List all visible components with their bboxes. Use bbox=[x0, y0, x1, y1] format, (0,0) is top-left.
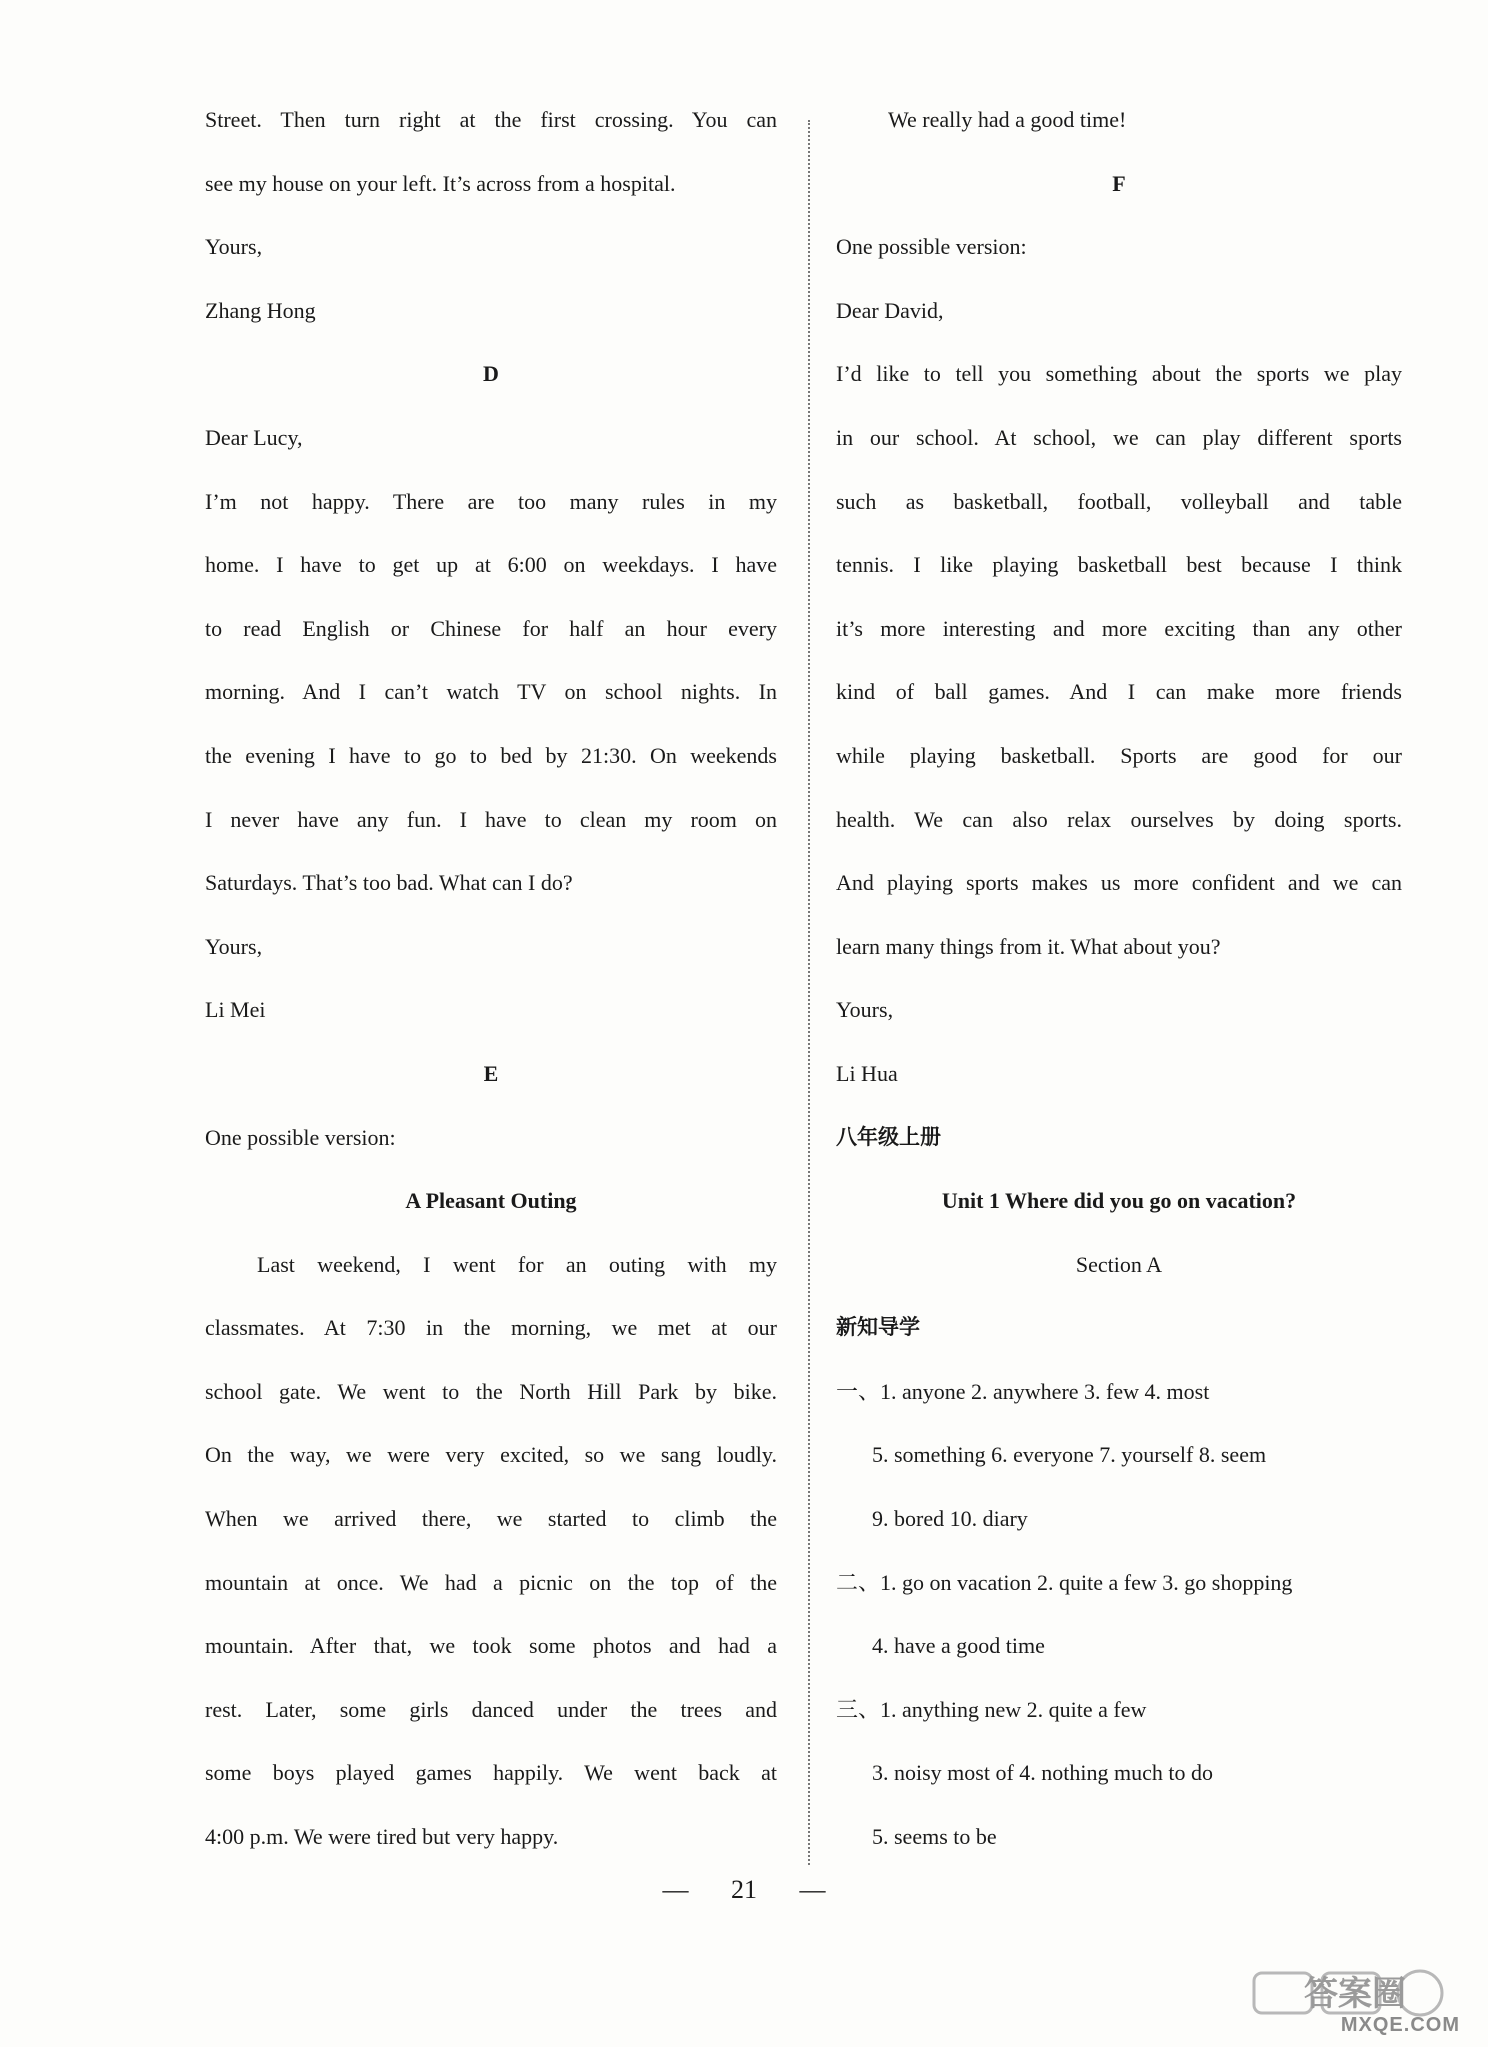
text-line: school gate. We went to the North Hill Park by bike. bbox=[205, 1378, 777, 1404]
text-line: Yours, bbox=[205, 933, 263, 959]
text-line: mountain. After that, we took some photos and had a bbox=[205, 1633, 777, 1659]
text-line: 三、1. anything new 2. quite a few bbox=[836, 1696, 1147, 1722]
section-heading: F bbox=[1112, 170, 1126, 196]
text-line: 二、1. go on vacation 2. quite a few 3. go shopping bbox=[836, 1569, 1293, 1595]
text-line: some boys played games happily. We went back at bbox=[205, 1760, 777, 1786]
text-line: One possible version: bbox=[836, 234, 1027, 260]
section-heading: Unit 1 Where did you go on vacation? bbox=[941, 1188, 1297, 1214]
text-line: On the way, we were very excited, so we sang loudly. bbox=[205, 1442, 777, 1468]
text-line: such as basketball, football, volleyball and table bbox=[836, 488, 1402, 514]
text-line: rest. Later, some girls danced under the trees and bbox=[205, 1696, 777, 1722]
text-line: 3. noisy most of 4. nothing much to do bbox=[872, 1760, 1213, 1786]
text-line: Section A bbox=[1075, 1251, 1163, 1277]
text-line: classmates. At 7:30 in the morning, we met at our bbox=[205, 1315, 777, 1341]
page-number: 21 bbox=[731, 1875, 757, 1904]
text-line: Last weekend, I went for an outing with my bbox=[257, 1251, 777, 1277]
section-heading: D bbox=[483, 361, 499, 387]
text-line: see my house on your left. It’s across from a hospital. bbox=[205, 170, 676, 196]
text-line: One possible version: bbox=[205, 1124, 396, 1150]
text-line: Yours, bbox=[205, 234, 263, 260]
text-line: learn many things from it. What about you? bbox=[836, 933, 1221, 959]
text-line: 5. seems to be bbox=[872, 1824, 997, 1850]
text-line: Yours, bbox=[836, 997, 894, 1023]
text-line: 5. something 6. everyone 7. yourself 8. seem bbox=[872, 1442, 1267, 1468]
text-line: 一、1. anyone 2. anywhere 3. few 4. most bbox=[836, 1378, 1210, 1404]
text-line: in our school. At school, we can play different sports bbox=[836, 424, 1402, 450]
text-line: We really had a good time! bbox=[888, 107, 1127, 132]
text-line: Li Mei bbox=[205, 997, 266, 1023]
text-line: kind of ball games. And I can make more friends bbox=[836, 679, 1402, 705]
section-heading: E bbox=[483, 1060, 499, 1086]
column-divider bbox=[808, 120, 810, 1865]
svg-text:答案圈: 答案圈 bbox=[1304, 1974, 1406, 2014]
page-number-footer bbox=[0, 1870, 1488, 1910]
section-heading: 新知导学 bbox=[836, 1315, 920, 1340]
text-line: it’s more interesting and more exciting than any other bbox=[836, 615, 1402, 641]
text-line: 9. bored 10. diary bbox=[872, 1506, 1028, 1532]
watermark bbox=[1250, 1967, 1460, 2037]
text-line: And playing sports makes us more confident and we can bbox=[836, 870, 1402, 896]
left-column bbox=[205, 88, 777, 1869]
text-line: Saturdays. That’s too bad. What can I do? bbox=[205, 870, 573, 896]
text-line: 4:00 p.m. We were tired but very happy. bbox=[205, 1824, 559, 1850]
text-line: Li Hua bbox=[836, 1060, 898, 1086]
text-line: home. I have to get up at 6:00 on weekdays. I have bbox=[205, 552, 777, 578]
text-line: 4. have a good time bbox=[872, 1633, 1045, 1659]
text-line: Dear David, bbox=[836, 297, 944, 323]
text-line: Dear Lucy, bbox=[205, 424, 303, 450]
text-line: I’d like to tell you something about the sports we play bbox=[836, 361, 1402, 387]
text-line: I’m not happy. There are too many rules in my bbox=[205, 488, 777, 514]
text-line: mountain at once. We had a picnic on the top of the bbox=[205, 1569, 777, 1595]
text-line: while playing basketball. Sports are good for our bbox=[836, 742, 1402, 768]
text-line: to read English or Chinese for half an hour every bbox=[205, 615, 777, 641]
watermark-url: MXQE.COM bbox=[1340, 2014, 1460, 2036]
dash-right: — bbox=[799, 1875, 826, 1904]
text-line: tennis. I like playing basketball best because I think bbox=[836, 552, 1402, 578]
text-line: Street. Then turn right at the first crossing. You can bbox=[205, 107, 777, 132]
text-line: the evening I have to go to bed by 21:30. On weekends bbox=[205, 742, 777, 768]
section-heading: A Pleasant Outing bbox=[405, 1188, 577, 1214]
text-line: I never have any fun. I have to clean my room on bbox=[205, 806, 777, 832]
text-line: Zhang Hong bbox=[205, 297, 316, 323]
text-line: morning. And I can’t watch TV on school nights. In bbox=[205, 679, 777, 705]
watermark-logo bbox=[1250, 1967, 1460, 2017]
right-column bbox=[836, 88, 1402, 1869]
section-heading: 八年级上册 bbox=[836, 1124, 941, 1149]
text-line: health. We can also relax ourselves by doing sports. bbox=[836, 806, 1402, 832]
dash-left: — bbox=[662, 1875, 689, 1904]
text-line: When we arrived there, we started to climb the bbox=[205, 1506, 777, 1532]
